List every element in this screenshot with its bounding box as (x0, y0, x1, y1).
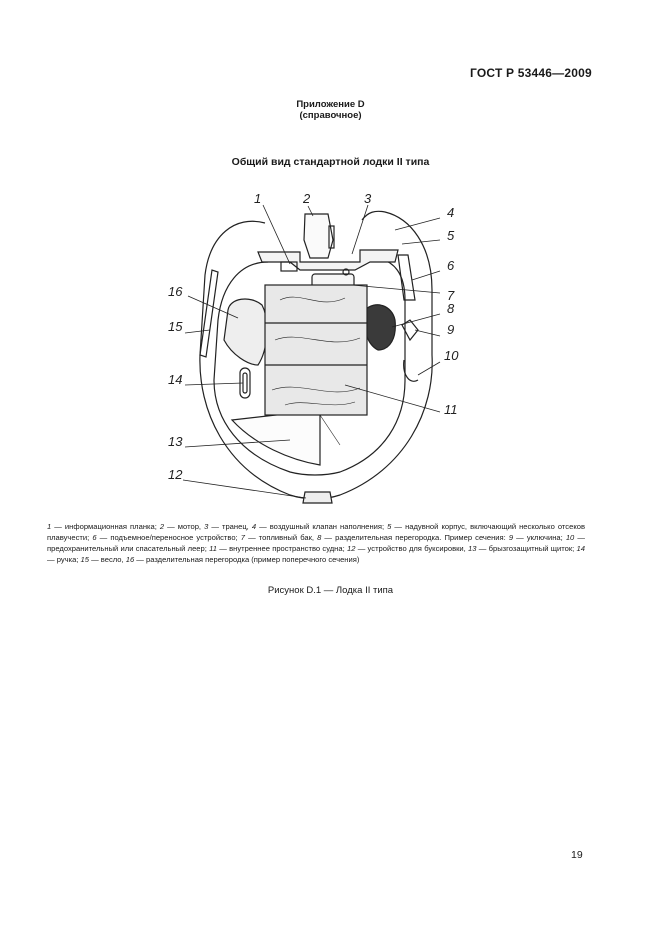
label-3: 3 (364, 191, 372, 206)
lifting-device (398, 255, 415, 300)
label-14: 14 (168, 372, 183, 387)
legend-item: 15 — весло, (80, 555, 126, 564)
legend-item: 9 — уключина; (508, 533, 566, 542)
legend-item: 7 — топливный бак, (240, 533, 318, 542)
appendix-subtitle: (справочное) (299, 110, 362, 121)
boat-diagram (150, 185, 480, 515)
legend-item: 13 — брызгозащитный щиток; (468, 544, 577, 553)
label-6: 6 (447, 258, 455, 273)
legend-item: 1 — информационная планка; (47, 522, 160, 531)
page-number: 19 (571, 849, 583, 861)
figure-heading: Общий вид стандартной лодки II типа (231, 156, 430, 168)
figure-legend (47, 521, 585, 565)
legend-item: 3 — транец, (204, 522, 252, 531)
floor (265, 285, 367, 415)
label-7: 7 (447, 288, 455, 303)
label-1: 1 (254, 191, 262, 206)
label-13: 13 (168, 434, 183, 449)
legend-item: 5 — надувной корпус, включающий несколько отсеков плавучести; (47, 522, 585, 542)
legend-item: 12 — устройство для буксировки, (346, 544, 469, 553)
legend-item: 4 — воздушный клапан наполнения; (251, 522, 388, 531)
legend-item: 14 — ручка; (47, 544, 585, 564)
label-8: 8 (447, 301, 455, 316)
legend-item: 16 — разделительная перегородка (пример поперечного сечения) (125, 555, 360, 564)
legend-item: 11 — внутреннее пространство судна; (209, 544, 347, 553)
section-8 (364, 305, 395, 350)
legend-item: 8 — разделительная перегородка. Пример сечения: (317, 533, 509, 542)
legend-item: 2 — мотор, (159, 522, 205, 531)
standard-number: ГОСТ Р 53446—2009 (470, 66, 592, 80)
label-9: 9 (447, 322, 455, 337)
label-16: 16 (168, 284, 183, 299)
splash-guard (232, 410, 320, 465)
label-10: 10 (444, 348, 459, 363)
label-4: 4 (447, 205, 455, 220)
legend-item: 10 — предохранительный или спасательный леер; (47, 533, 585, 553)
label-2: 2 (303, 191, 311, 206)
legend-item: 6 — подъемное/переносное устройство; (92, 533, 241, 542)
lifeline (404, 360, 418, 381)
figure-caption: Рисунок D.1 — Лодка II типа (267, 585, 394, 596)
label-12: 12 (168, 467, 183, 482)
label-15: 15 (168, 319, 183, 334)
towing-device (303, 492, 332, 503)
partition-section (224, 299, 267, 365)
label-11: 11 (444, 402, 458, 417)
label-5: 5 (447, 228, 455, 243)
appendix-title: Приложение D (296, 99, 365, 110)
